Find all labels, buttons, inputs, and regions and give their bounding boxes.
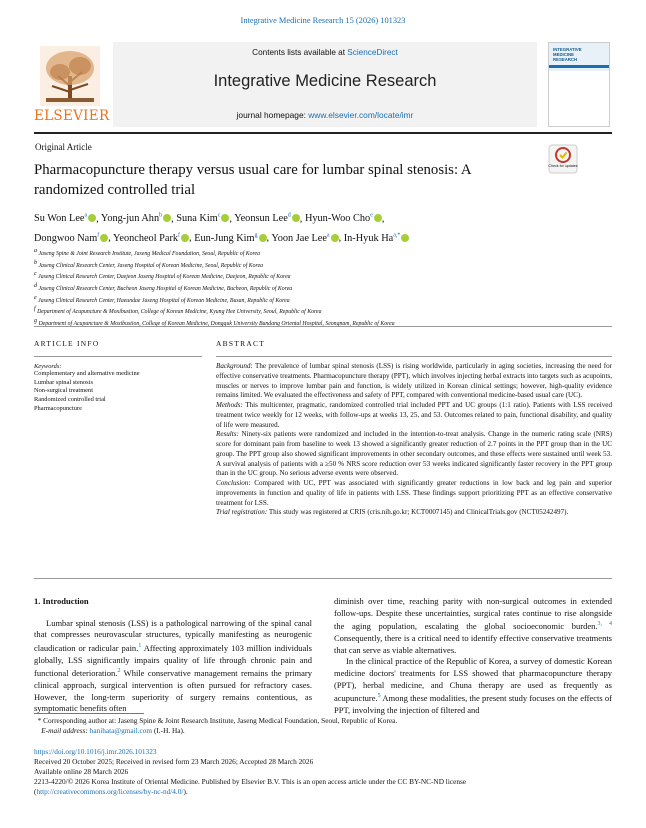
license-close: ). [183,787,188,796]
trial-text: This study was registered at CRIS (cris.nih.go.kr; KCT0007145) and ClinicalTrials.gov (NCT05242497). [267,508,569,517]
abstract-rule [216,356,612,357]
doi-link[interactable]: https://doi.org/10.1016/j.imr.2026.101323 [34,747,157,756]
elsevier-wordmark: ELSEVIER [34,108,110,124]
corresponding-footnote [34,716,612,737]
introduction-heading: 1. Introduction [34,596,89,606]
affil-text: Jaseng Clinical Research Center, Daejeon Jaseng Hospital of Korean Medicine, Daejeon, Republic of Korea [38,274,291,281]
article-type: Original Article [35,142,92,152]
author-name: Dongwoo Nam [34,232,98,244]
author-affil-sup[interactable]: d [287,213,291,219]
body-rule [34,578,612,579]
abstract-results [216,430,612,479]
author[interactable] [305,213,382,224]
journal-homepage [113,110,537,120]
orcid-icon[interactable] [163,214,171,222]
affil-sup: d [34,282,37,289]
orcid-icon[interactable] [292,214,300,222]
affiliation-list [34,247,614,328]
publication-info [34,747,612,797]
methods-label: Methods: [216,401,243,409]
orcid-icon[interactable] [88,214,96,222]
intro-paragraph [334,656,612,716]
affil-sup: a [34,248,37,254]
intro-paragraph [334,596,612,656]
orcid-icon[interactable] [100,234,108,242]
author[interactable] [34,213,96,224]
affiliation [34,259,614,271]
article-title: Pharmacopuncture therapy versus usual care for lumbar spinal stenosis: A randomized controlled trial [34,162,471,198]
sciencedirect-link[interactable]: ScienceDirect [347,48,398,57]
check-for-updates-button[interactable] [548,144,578,174]
article-info-heading: ARTICLE INFO [34,339,100,348]
intro-text: Among these modalities, the present study focuses on the effects of PPT, involving the injection of filtered and [334,693,612,715]
orcid-icon[interactable] [331,234,339,242]
abstract-methods [216,401,612,430]
author-name: Su Won Lee [34,213,85,225]
affil-sup: e [34,294,37,301]
author-affil-sup[interactable]: f [178,232,181,239]
elsevier-tree-icon [40,46,100,106]
affil-sup: g [34,317,37,324]
affil-text: Jaseng Clinical Research Center, Jaseng Hospital of Korean Medicine, Seoul, Republic of Korea [38,262,264,269]
intro-text: Lumbar spinal stenosis (LSS) is a pathological narrowing of the spinal canal that compresses neurovascular structures, typically manifesting as neurogenic claudication or radicular pain. [34,617,312,653]
affil-sup: b [34,259,37,266]
check-updates-icon [548,144,578,174]
author[interactable] [101,213,171,224]
orcid-icon[interactable] [259,234,267,242]
author-name: Yeonsun Lee [234,213,288,225]
abstract-panel [216,339,612,518]
trial-label: Trial registration: [216,508,268,517]
abstract-heading: ABSTRACT [216,339,266,348]
author-name: Suna Kim [176,213,218,225]
methods-text: This multicenter, pragmatic, randomized controlled trial included PPT and UC groups (1:1 ratio). Patients with LSS received treatment twice weekly for 12 weeks, with follow-ups at weeks 13, 25, and 53. Outcomes related to pain, functional disability, and quality of life were measured. [216,401,612,429]
author-affil-sup[interactable]: a [326,232,330,239]
orcid-icon[interactable] [221,214,229,222]
article-info-rule [34,356,202,357]
abstract-trial [216,508,612,518]
affiliation [34,247,614,259]
keyword: Pharmacopuncture [34,404,82,412]
author-name: In-Hyuk Ha [343,232,394,244]
keyword: Lumbar spinal stenosis [34,378,93,386]
citation-link[interactable]: 2 [117,668,121,675]
background-label: Background: [216,362,253,370]
results-label: Results: [216,430,239,439]
orcid-icon[interactable] [374,214,382,222]
body-right-column [334,596,612,717]
license-line [34,787,612,797]
email-suffix: (I.-H. Ha). [152,726,185,736]
intro-text: While conservative management remains the primary clinical approach, surgical intervention is often pursued for refractory cases. However, the long-term superiority of surgery remains contentious, as symptomatic benefits often [34,668,312,714]
abstract-conclusion [216,479,612,508]
affil-text: Jaseng Clinical Research Center, Haeundae Jaseng Hospital of Korean Medicine, Busan, Republic of Korea [38,297,290,304]
keyword: Complementary and alternative medicine [34,370,140,377]
running-header [0,16,646,25]
author-affil-sup[interactable]: e [370,213,373,219]
affil-sup: f [34,306,36,313]
orcid-icon[interactable] [401,234,409,242]
intro-paragraph [34,618,312,715]
author[interactable] [113,233,189,244]
abstract-text [216,362,612,518]
conclusion-text: Compared with UC, PPT was associated with significantly greater reductions in low back and leg pain and superior improvements in function and quality of life in patients with LSS. These findings support prioritizing PPT as an effective conservative treatment for LSS. [216,479,612,507]
author-affil-sup[interactable]: g [254,232,258,239]
affiliation [34,270,614,282]
affil-text: Jaseng Spine & Joint Research Institute, Jaseng Medical Foundation, Seoul, Republic of Korea [38,250,261,257]
license-open: ( [34,787,37,796]
keywords-label: Keywords: [34,363,62,370]
intro-text: diminish over time, reaching parity with non-surgical outcomes in extended follow-ups. Despite these uncertainties, surgical rates continue to rise alongside the aging population, escalating the global socioeconomic burden. [334,596,612,632]
header-rule [34,132,612,134]
background-text: The prevalence of lumbar spinal stenosis (LSS) is rising worldwide, particularly in aging societies, increasing the need for effective conservative treatments. Pharmacopuncture therapy (PPT), which involves injecting herbal extracts into targets such as acupoints, muscles or nerves to improve lumbar pain and function, is widely utilized in Korean clinical settings; however, high-quality evidence remains limited. We evaluated the effectiveness and safety of PPT, compared with conventional medicine-based usual care (UC). [216,362,612,400]
affil-text: Department of Acupuncture & Moxibustion, College of Korean Medicine, Kyung Hee University, Seoul, Republic of Korea [37,309,322,316]
cover-title: INTEGRATIVE MEDICINE RESEARCH [553,47,582,62]
running-header-link[interactable]: Integrative Medicine Research 15 (2026) 101323 [240,16,406,25]
author[interactable] [271,233,338,244]
author-name: Yeoncheol Park [113,232,179,244]
author[interactable] [176,213,229,224]
corresponding-author [34,716,612,726]
license-link[interactable]: http://creativecommons.org/licenses/by-nc-nd/4.0/ [36,787,184,796]
conclusion-label: Conclusion: [216,479,251,487]
author-affil-sup[interactable]: f [97,232,100,239]
affil-text: Department of Acupuncture & Moxibustion, College of Korean Medicine, Dongguk University Bundang Oriental Hospital, Seongnam, Republic of Korea [38,320,395,327]
section-rule [34,326,612,327]
email-line [34,726,612,736]
author-affil-sup[interactable]: c [217,213,221,219]
footnote-star: * [37,716,42,725]
author[interactable] [344,233,410,244]
copyright-line: 2213-4220/© 2026 Korea Institute of Oriental Medicine. Published by Elsevier B.V. This is an open access article under the CC BY-NC-ND license [34,777,467,786]
intro-text: Affecting approximately 103 million individuals globally, LSS significantly impairs quality of life through chronic pain and functional deterioration. [34,642,312,679]
masthead-banner [113,42,537,127]
article-info-panel [34,339,202,414]
affiliation [34,282,614,294]
homepage-link[interactable]: www.elsevier.com/locate/imr [308,110,414,120]
affiliation [34,305,614,317]
author-name: Hyun-Woo Cho [304,213,371,225]
received-dates: Received 20 October 2025; Received in revised form 23 March 2026; Accepted 28 March 2026 [34,757,314,766]
author[interactable] [34,233,108,244]
online-date: Available online 28 March 2026 [34,767,129,776]
affil-sup: c [34,271,37,278]
keyword: Non-surgical treatment [34,387,93,395]
homepage-prefix: journal homepage: [236,110,309,120]
journal-title: Integrative Medicine Research [213,72,437,90]
author-list: Su Won Lee$^a$ , Yong-jun Ahn$^b$ , Suna Kim$^c$ , Yeonsun Lee$^d$ , Hyun-Woo Cho$^e$ , Dongwoo Nam$^f$ , Yeoncheol Park$^f$ , Eun-Jung Kim$^g$ , Yoon Jae Lee$^a$ , In-Hyuk $Ha^{a,*}$ [34,208,594,247]
corresponding-text: Corresponding author at: Jaseng Spine & Joint Research Institute, Jaseng Medical Foundation, Seoul, Republic of Korea. [41,716,398,725]
citation-link[interactable]: 3, 4 [597,621,613,628]
footnote-rule [34,713,144,714]
results-text: Ninety-six patients were randomized and included in the intention-to-treat analysis. Change in the numeric rating scale (NRS) score for dominant pain from baseline to week 13 showed a significantly greater reduction of 2.7 points in the PPT group than in the UC group. The PPT group also showed significant improvements in other secondary outcomes, and these effects were sustained until week 53. A survival analysis of patients with a ≥50 % NRS score reduction over 53 weeks indicated significantly faster recovery in the PPT group than in the UC group. No serious adverse events were observed. [216,430,612,478]
author-affil-sup[interactable]: a,* [393,232,401,239]
intro-text: Consequently, there is a critical need to identify effective conservative treatments that can serve as viable alternatives. [334,632,612,655]
abstract-background [216,362,612,401]
journal-cover-thumbnail[interactable] [548,42,610,127]
author[interactable] [194,233,266,244]
intro-text: In the clinical practice of the Republic of Korea, a survey of domestic Korean medicine doctors' treatments for LSS showed that pharmacopuncture therapy (PPT), herbal medicine, and Chuna therapy are used as frequently as acupuncture. [334,656,612,704]
author-affil-sup[interactable]: a [84,213,88,219]
author-name: Yong-jun Ahn [100,213,160,225]
citation-link[interactable]: 5 [377,693,381,700]
affil-text: Jaseng Clinical Research Center, Bucheon Jaseng Hospital of Korean Medicine, Bucheon, Republic of Korea [38,285,293,292]
author[interactable] [234,213,300,224]
cover-stripe [549,65,609,68]
check-updates-label: Check for updates [548,164,578,168]
citation-link[interactable]: 1 [138,643,142,650]
contents-available [113,48,537,57]
author-name: Yoon Jae Lee [271,232,327,244]
available-prefix: Contents lists available at [252,48,348,57]
affiliation [34,294,614,306]
author-name: Eun-Jung Kim [194,232,255,244]
email-label: E-mail address: [41,726,88,736]
elsevier-logo[interactable] [34,44,110,126]
body-left-column [34,596,312,715]
email-link[interactable]: hanihata@gmail.com [89,726,153,736]
author-affil-sup[interactable]: b [159,213,163,219]
orcid-icon[interactable] [181,234,189,242]
keyword: Randomized controlled trial [34,396,106,404]
